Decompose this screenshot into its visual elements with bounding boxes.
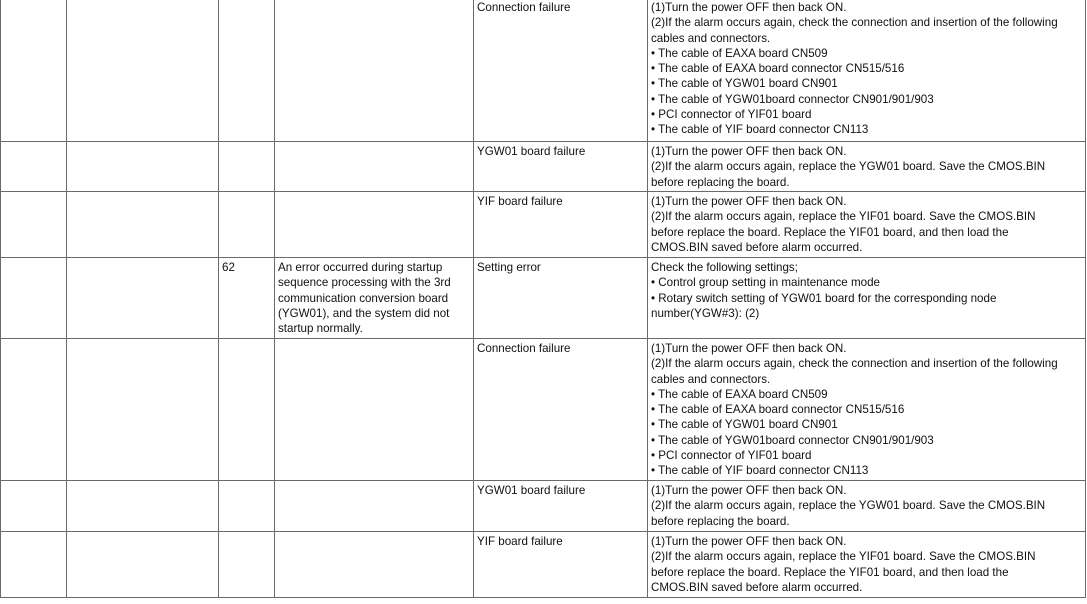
sub-code-cell (219, 192, 275, 258)
remedy-line: (2)If the alarm occurs again, replace the YIF01 board. Save the CMOS.BIN (651, 210, 1036, 224)
table-row (1, 481, 1086, 532)
sub-code-cell (219, 481, 275, 532)
cause-text: Connection failure (477, 342, 571, 355)
table-row (1, 532, 1086, 598)
sub-code-cell (219, 258, 275, 339)
remedy-line: • Control group setting in maintenance mode (651, 276, 880, 290)
remedy-line: • PCI connector of YIF01 board (651, 108, 812, 122)
remedy-line: • The cable of YGW01 board CN901 (651, 77, 838, 91)
message-cell (275, 258, 474, 339)
remedy-line: (2)If the alarm occurs again, check the connection and insertion of the following (651, 357, 1058, 371)
remedy-line: (1)Turn the power OFF then back ON. (651, 535, 847, 548)
message-cell (275, 142, 474, 192)
alarm-code-cell (1, 481, 67, 532)
alarm-name-cell (67, 481, 219, 532)
remedy-line: Check the following settings; (651, 261, 798, 274)
remedy-line: (2)If the alarm occurs again, replace the YGW01 board. Save the CMOS.BIN (651, 160, 1046, 174)
remedy-line: before replacing the board. (651, 514, 790, 528)
remedy-line: before replacing the board. (651, 175, 790, 189)
remedy-cell (648, 0, 1086, 142)
message-line: communication conversion board (278, 291, 449, 305)
sub-code: 62 (222, 261, 235, 274)
alarm-name-cell (67, 142, 219, 192)
remedy-line: number(YGW#3): (2) (651, 306, 760, 320)
remedy-cell (648, 481, 1086, 532)
alarm-code-cell (1, 258, 67, 339)
remedy-line: (2)If the alarm occurs again, check the connection and insertion of the following (651, 16, 1058, 30)
cause-text: YIF board failure (477, 535, 563, 548)
table-row (1, 258, 1086, 339)
remedy-line: • The cable of YGW01board connector CN901/901/903 (651, 433, 934, 447)
message-cell (275, 192, 474, 258)
remedy-line: • Rotary switch setting of YGW01 board for the corresponding node (651, 291, 997, 305)
remedy-line: (1)Turn the power OFF then back ON. (651, 145, 847, 158)
alarm-code-cell (1, 0, 67, 142)
alarm-code-cell (1, 532, 67, 598)
remedy-line: (1)Turn the power OFF then back ON. (651, 1, 847, 14)
remedy-line: (2)If the alarm occurs again, replace the YIF01 board. Save the CMOS.BIN (651, 550, 1036, 564)
cause-cell (474, 0, 648, 142)
message-cell (275, 481, 474, 532)
alarm-name-cell (67, 339, 219, 481)
message-line: startup normally. (278, 322, 363, 336)
remedy-line: • The cable of YGW01board connector CN901/901/903 (651, 92, 934, 106)
remedy-line: cables and connectors. (651, 372, 771, 386)
remedy-line: • The cable of EAXA board connector CN515/516 (651, 403, 905, 417)
table-row (1, 339, 1086, 481)
remedy-line: (1)Turn the power OFF then back ON. (651, 484, 847, 497)
cause-cell (474, 481, 648, 532)
remedy-cell (648, 258, 1086, 339)
message-line: An error occurred during startup (278, 261, 443, 274)
remedy-line: before replace the board. Replace the YIF01 board, and then load the (651, 565, 1009, 579)
remedy-line: • The cable of EAXA board CN509 (651, 46, 828, 60)
remedy-cell (648, 192, 1086, 258)
message-cell (275, 0, 474, 142)
remedy-cell (648, 532, 1086, 598)
cause-text: YIF board failure (477, 195, 563, 208)
remedy-line: • The cable of EAXA board CN509 (651, 387, 828, 401)
alarm-name-cell (67, 0, 219, 142)
cause-cell (474, 258, 648, 339)
remedy-line: • The cable of EAXA board connector CN515/516 (651, 62, 905, 76)
table-row (1, 192, 1086, 258)
cause-cell (474, 339, 648, 481)
sub-code-cell (219, 339, 275, 481)
alarm-name-cell (67, 258, 219, 339)
table-row (1, 0, 1086, 142)
remedy-line: CMOS.BIN saved before alarm occurred. (651, 580, 863, 594)
cause-text: YGW01 board failure (477, 484, 586, 497)
message-cell (275, 532, 474, 598)
alarm-code-cell (1, 142, 67, 192)
alarm-code-cell (1, 192, 67, 258)
cause-cell (474, 192, 648, 258)
remedy-line: cables and connectors. (651, 31, 771, 45)
remedy-line: (1)Turn the power OFF then back ON. (651, 195, 847, 208)
cause-cell (474, 142, 648, 192)
message-cell (275, 339, 474, 481)
remedy-line: CMOS.BIN saved before alarm occurred. (651, 240, 863, 254)
remedy-line: • PCI connector of YIF01 board (651, 449, 812, 463)
cause-text: Setting error (477, 261, 541, 274)
table-row (1, 142, 1086, 192)
alarm-code-cell (1, 339, 67, 481)
alarm-name-cell (67, 192, 219, 258)
sub-code-cell (219, 532, 275, 598)
remedy-line: (1)Turn the power OFF then back ON. (651, 342, 847, 355)
sub-code-cell (219, 0, 275, 142)
remedy-line: • The cable of YGW01 board CN901 (651, 418, 838, 432)
alarm-name-cell (67, 532, 219, 598)
remedy-line: (2)If the alarm occurs again, replace the YGW01 board. Save the CMOS.BIN (651, 499, 1046, 513)
message-line: (YGW01), and the system did not (278, 306, 450, 320)
message-line: sequence processing with the 3rd (278, 276, 451, 290)
alarm-table-body (1, 0, 1086, 598)
cause-text: Connection failure (477, 1, 571, 14)
remedy-cell (648, 142, 1086, 192)
sub-code-cell (219, 142, 275, 192)
remedy-line: before replace the board. Replace the YIF01 board, and then load the (651, 225, 1009, 239)
cause-cell (474, 532, 648, 598)
remedy-cell (648, 339, 1086, 481)
cause-text: YGW01 board failure (477, 145, 586, 158)
remedy-line: • The cable of YIF board connector CN113 (651, 123, 869, 137)
remedy-line: • The cable of YIF board connector CN113 (651, 464, 869, 478)
